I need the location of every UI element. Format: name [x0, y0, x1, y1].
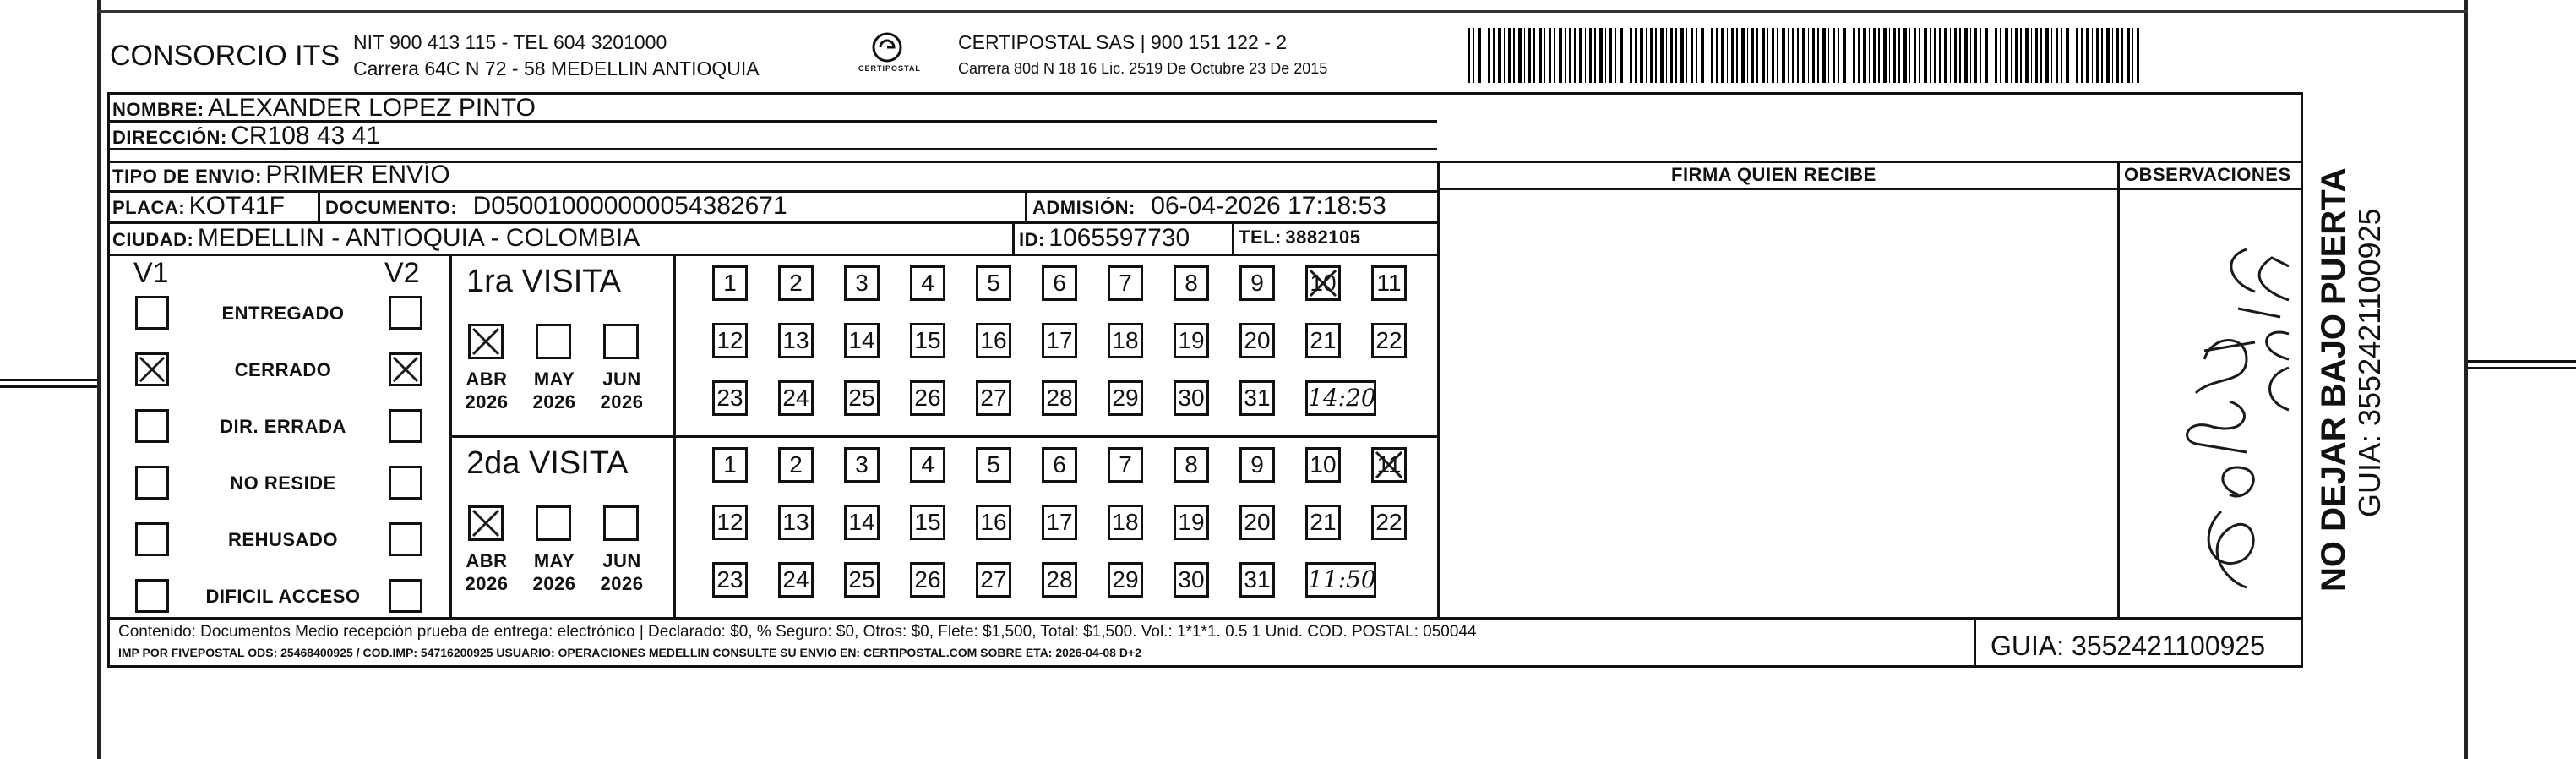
day-number: 4	[921, 270, 934, 296]
right-cut-line	[2468, 360, 2576, 363]
day-box[interactable]	[1371, 323, 1407, 358]
day-box[interactable]	[1239, 562, 1275, 598]
company-name: CONSORCIO ITS	[110, 40, 340, 72]
no-dejar-warning: NO DEJAR BAJO PUERTA	[2315, 167, 2352, 592]
month-checkbox[interactable]	[603, 505, 639, 541]
nit-line: NIT 900 413 115 - TEL 604 3201000	[353, 31, 667, 53]
observaciones-label: OBSERVACIONES	[2124, 164, 2291, 185]
day-number: 30	[1178, 566, 1205, 592]
day-number: 4	[921, 451, 934, 478]
status-label: DIFICIL ACCESO	[205, 586, 361, 607]
ciudad-value: MEDELLIN - ANTIOQUIA - COLOMBIA	[197, 224, 640, 252]
day-number: 11	[1376, 451, 1402, 478]
day-box[interactable]	[1371, 505, 1407, 540]
month-label: JUN	[602, 369, 641, 390]
day-box[interactable]	[1174, 380, 1209, 416]
day-number: 16	[980, 327, 1007, 353]
day-number: 9	[1250, 451, 1264, 478]
day-number: 19	[1178, 327, 1205, 353]
time-box[interactable]	[1305, 562, 1376, 598]
day-box[interactable]	[976, 323, 1011, 358]
month-checkbox[interactable]	[536, 505, 571, 541]
barcode	[1468, 28, 2141, 83]
placa-field	[112, 194, 285, 219]
day-number: 6	[1053, 451, 1066, 478]
day-number: 21	[1310, 509, 1337, 535]
day-number: 13	[782, 509, 809, 535]
day-number: 14	[848, 327, 875, 353]
day-number: 2	[789, 451, 803, 478]
day-box[interactable]	[976, 265, 1011, 301]
placa-value: KOT41F	[188, 192, 285, 220]
day-box[interactable]	[1305, 323, 1341, 358]
v2-label: V2	[384, 257, 420, 289]
status-label: REHUSADO	[228, 529, 338, 550]
day-number: 31	[1244, 385, 1271, 411]
day-box[interactable]	[1108, 562, 1143, 598]
day-number: 3	[855, 270, 869, 296]
day-box[interactable]	[1174, 562, 1209, 598]
day-box[interactable]	[1239, 505, 1275, 540]
day-box[interactable]	[844, 505, 880, 540]
day-box[interactable]	[712, 380, 748, 416]
day-box[interactable]	[1042, 447, 1077, 483]
day-box[interactable]	[1108, 265, 1143, 301]
day-box[interactable]	[1174, 323, 1209, 358]
year-label: 2026	[532, 391, 576, 412]
day-box[interactable]	[844, 447, 880, 483]
day-box[interactable]	[778, 447, 814, 483]
month-label: MAY	[533, 369, 575, 390]
month-label: JUN	[602, 550, 641, 571]
admision-label: ADMISIÓN:	[1032, 197, 1136, 218]
day-number: 13	[782, 327, 809, 353]
month-checkbox[interactable]	[603, 324, 639, 359]
nombre-field	[112, 96, 536, 121]
top-rule	[97, 10, 2468, 13]
v1-checkbox[interactable]	[135, 466, 169, 500]
day-box[interactable]	[1239, 380, 1275, 416]
nombre-label: NOMBRE:	[112, 99, 204, 120]
direccion-value: CR108 43 41	[231, 122, 381, 150]
status-label: DIR. ERRADA	[220, 416, 346, 437]
day-box[interactable]	[712, 265, 748, 301]
logo-text: CERTIPOSTAL	[858, 64, 921, 73]
day-number: 22	[1375, 509, 1402, 535]
direccion-field	[112, 123, 380, 149]
day-number: 20	[1244, 509, 1271, 535]
day-box[interactable]	[1108, 505, 1143, 540]
left-cut-line-2	[0, 385, 97, 388]
day-box[interactable]	[976, 562, 1011, 598]
documento-value: D050010000000054382671	[472, 192, 787, 220]
day-number: 12	[716, 509, 743, 535]
tipo-label: TIPO DE ENVIO:	[112, 166, 262, 187]
day-box[interactable]	[1042, 380, 1077, 416]
v2-checkbox[interactable]	[389, 522, 422, 556]
day-number: 5	[987, 270, 1000, 296]
day-number: 1	[723, 270, 737, 296]
ciudad-field	[112, 226, 640, 251]
day-box[interactable]	[712, 505, 748, 540]
day-number: 26	[914, 385, 941, 411]
col-line	[1974, 617, 1976, 668]
day-box[interactable]	[910, 265, 945, 301]
tel-value: 3882105	[1285, 227, 1361, 248]
month-label: MAY	[533, 550, 575, 571]
day-box[interactable]	[844, 380, 880, 416]
day-number: 25	[848, 566, 875, 592]
day-number: 10	[1310, 270, 1337, 296]
day-number: 15	[914, 509, 941, 535]
day-number: 20	[1244, 327, 1271, 353]
month-checkbox[interactable]	[468, 505, 504, 541]
day-number: 7	[1119, 270, 1132, 296]
day-number: 19	[1178, 509, 1205, 535]
address-line: Carrera 64C N 72 - 58 MEDELLIN ANTIOQUIA	[353, 57, 760, 79]
admision-value: 06-04-2026 17:18:53	[1151, 192, 1386, 220]
day-box[interactable]	[1174, 505, 1209, 540]
day-number: 18	[1112, 509, 1139, 535]
visit-time: 11:50	[1308, 565, 1376, 593]
day-box[interactable]	[1305, 265, 1341, 301]
day-number: 14	[848, 509, 875, 535]
day-box[interactable]	[910, 323, 945, 358]
day-box[interactable]	[712, 447, 748, 483]
day-box[interactable]	[910, 505, 945, 540]
day-box[interactable]	[1042, 505, 1077, 540]
ciudad-label: CIUDAD:	[112, 229, 194, 250]
day-number: 12	[716, 327, 743, 353]
documento-field	[325, 194, 787, 219]
v1-label: V1	[133, 257, 169, 289]
tipo-field	[112, 162, 450, 188]
row-line	[107, 254, 1437, 256]
footer-guia: GUIA: 3552421100925	[1991, 631, 2265, 661]
day-number: 5	[987, 451, 1000, 478]
imp-line: IMP POR FIVEPOSTAL ODS: 25468400925 / COD.IMP: 54716200925 USUARIO: OPERACIONES MEDELLIN CONSULTE SU ENVIO EN: CERTIPOSTAL.COM SOBRE ETA: 2026-04-08 D+2	[118, 646, 1141, 659]
day-box[interactable]	[1042, 323, 1077, 358]
month-label: ABR	[466, 369, 508, 390]
day-number: 11	[1376, 270, 1402, 296]
contenido-line: Contenido: Documentos Medio recepción prueba de entrega: electrónico | Declarado: $0, % Seguro: $0, Otros: $0, Flete: $1,500, Total: $1,500. Vol.: 1*1*1. 0.5 1 Unid. COD. POSTAL: 050044	[118, 623, 1477, 641]
day-box[interactable]	[1239, 447, 1275, 483]
year-label: 2026	[532, 573, 576, 594]
tipo-value: PRIMER ENVÍO	[265, 161, 450, 188]
left-cut-line	[0, 379, 97, 381]
v2-checkbox[interactable]	[389, 352, 422, 386]
day-number: 30	[1178, 385, 1205, 411]
day-box[interactable]	[1108, 323, 1143, 358]
day-number: 1	[723, 451, 737, 478]
year-label: 2026	[465, 391, 509, 412]
day-number: 2	[789, 270, 803, 296]
col-line	[318, 190, 320, 221]
status-label: CERRADO	[234, 359, 332, 380]
v1-checkbox[interactable]	[135, 522, 169, 556]
side-guia: GUIA: 3552421100925	[2352, 208, 2387, 517]
v2-checkbox[interactable]	[389, 409, 422, 443]
day-box[interactable]	[1108, 380, 1143, 416]
id-field	[1019, 226, 1190, 251]
visit-divider	[449, 435, 1437, 438]
day-number: 27	[980, 566, 1007, 592]
day-box[interactable]	[844, 562, 880, 598]
day-number: 6	[1053, 270, 1066, 296]
v2-checkbox[interactable]	[389, 296, 422, 330]
day-box[interactable]	[910, 380, 945, 416]
day-box[interactable]	[844, 265, 880, 301]
day-box[interactable]	[778, 505, 814, 540]
day-number: 29	[1112, 385, 1139, 411]
day-box[interactable]	[1042, 562, 1077, 598]
day-box[interactable]	[844, 323, 880, 358]
observaciones-handwriting	[2120, 190, 2301, 617]
day-number: 23	[716, 566, 743, 592]
day-number: 10	[1310, 451, 1337, 478]
day-number: 3	[855, 451, 869, 478]
day-box[interactable]	[1305, 505, 1341, 540]
month-checkbox[interactable]	[468, 324, 504, 359]
day-box[interactable]	[778, 265, 814, 301]
day-box[interactable]	[1108, 447, 1143, 483]
day-box[interactable]	[712, 562, 748, 598]
day-number: 9	[1250, 270, 1264, 296]
firma-label: FIRMA QUIEN RECIBE	[1671, 164, 1876, 185]
day-number: 27	[980, 385, 1007, 411]
day-box[interactable]	[910, 447, 945, 483]
day-number: 26	[914, 566, 941, 592]
day-box[interactable]	[1305, 447, 1341, 483]
day-box[interactable]	[1174, 447, 1209, 483]
status-label: NO RESIDE	[230, 472, 336, 494]
signature-area	[1440, 190, 2117, 617]
day-number: 23	[716, 385, 743, 411]
day-box[interactable]	[1371, 265, 1407, 301]
day-number: 25	[848, 385, 875, 411]
month-checkbox[interactable]	[536, 324, 571, 359]
day-box[interactable]	[712, 323, 748, 358]
day-box[interactable]	[778, 380, 814, 416]
day-number: 17	[1046, 327, 1073, 353]
day-number: 21	[1310, 327, 1337, 353]
day-number: 29	[1112, 566, 1139, 592]
v1-checkbox[interactable]	[135, 352, 169, 386]
tel-label: TEL:	[1239, 227, 1282, 248]
day-box[interactable]	[910, 562, 945, 598]
day-number: 24	[782, 385, 809, 411]
day-box[interactable]	[1371, 447, 1407, 483]
placa-label: PLACA:	[112, 197, 186, 218]
visit-title: 1ra VISITA	[466, 264, 622, 299]
day-box[interactable]	[976, 380, 1011, 416]
month-label: ABR	[466, 550, 508, 571]
visit-time: 14:20	[1308, 384, 1376, 412]
col-line	[1012, 221, 1015, 254]
year-label: 2026	[600, 573, 644, 594]
right-cut-line-2	[2468, 367, 2576, 369]
v1-checkbox[interactable]	[135, 579, 169, 613]
v1-checkbox[interactable]	[135, 296, 169, 330]
nombre-value: ALEXANDER LOPEZ PINTO	[208, 94, 536, 122]
year-label: 2026	[600, 391, 644, 412]
day-number: 31	[1244, 566, 1271, 592]
visit-title: 2da VISITA	[466, 445, 629, 481]
col-line	[1232, 221, 1234, 254]
day-box[interactable]	[1042, 265, 1077, 301]
day-box[interactable]	[1239, 265, 1275, 301]
year-label: 2026	[465, 573, 509, 594]
documento-label: DOCUMENTO:	[325, 197, 458, 218]
certipostal-logo	[853, 30, 921, 81]
courier-address: Carrera 80d N 18 16 Lic. 2519 De Octubre 23 De 2015	[958, 60, 1328, 77]
day-number: 8	[1185, 270, 1198, 296]
day-number: 8	[1185, 451, 1198, 478]
day-number: 22	[1375, 327, 1402, 353]
id-value: 1065597730	[1048, 224, 1190, 252]
col-line	[1025, 190, 1027, 221]
time-box[interactable]	[1305, 380, 1376, 416]
courier-line: CERTIPOSTAL SAS | 900 151 122 - 2	[958, 31, 1288, 53]
day-box[interactable]	[778, 562, 814, 598]
admision-field	[1032, 194, 1386, 219]
status-label: ENTREGADO	[221, 303, 345, 324]
day-number: 16	[980, 509, 1007, 535]
day-number: 15	[914, 327, 941, 353]
v1-checkbox[interactable]	[135, 409, 169, 443]
tel-field	[1239, 228, 1361, 247]
day-box[interactable]	[976, 447, 1011, 483]
day-number: 28	[1046, 566, 1073, 592]
v2-checkbox[interactable]	[389, 579, 422, 613]
day-number: 28	[1046, 385, 1073, 411]
day-number: 18	[1112, 327, 1139, 353]
day-number: 24	[782, 566, 809, 592]
id-label: ID:	[1019, 229, 1045, 250]
v2-checkbox[interactable]	[389, 466, 422, 500]
day-number: 7	[1119, 451, 1132, 478]
day-box[interactable]	[1174, 265, 1209, 301]
day-box[interactable]	[976, 505, 1011, 540]
day-box[interactable]	[1239, 323, 1275, 358]
day-number: 17	[1046, 509, 1073, 535]
day-box[interactable]	[778, 323, 814, 358]
direccion-label: DIRECCIÓN:	[112, 127, 227, 148]
